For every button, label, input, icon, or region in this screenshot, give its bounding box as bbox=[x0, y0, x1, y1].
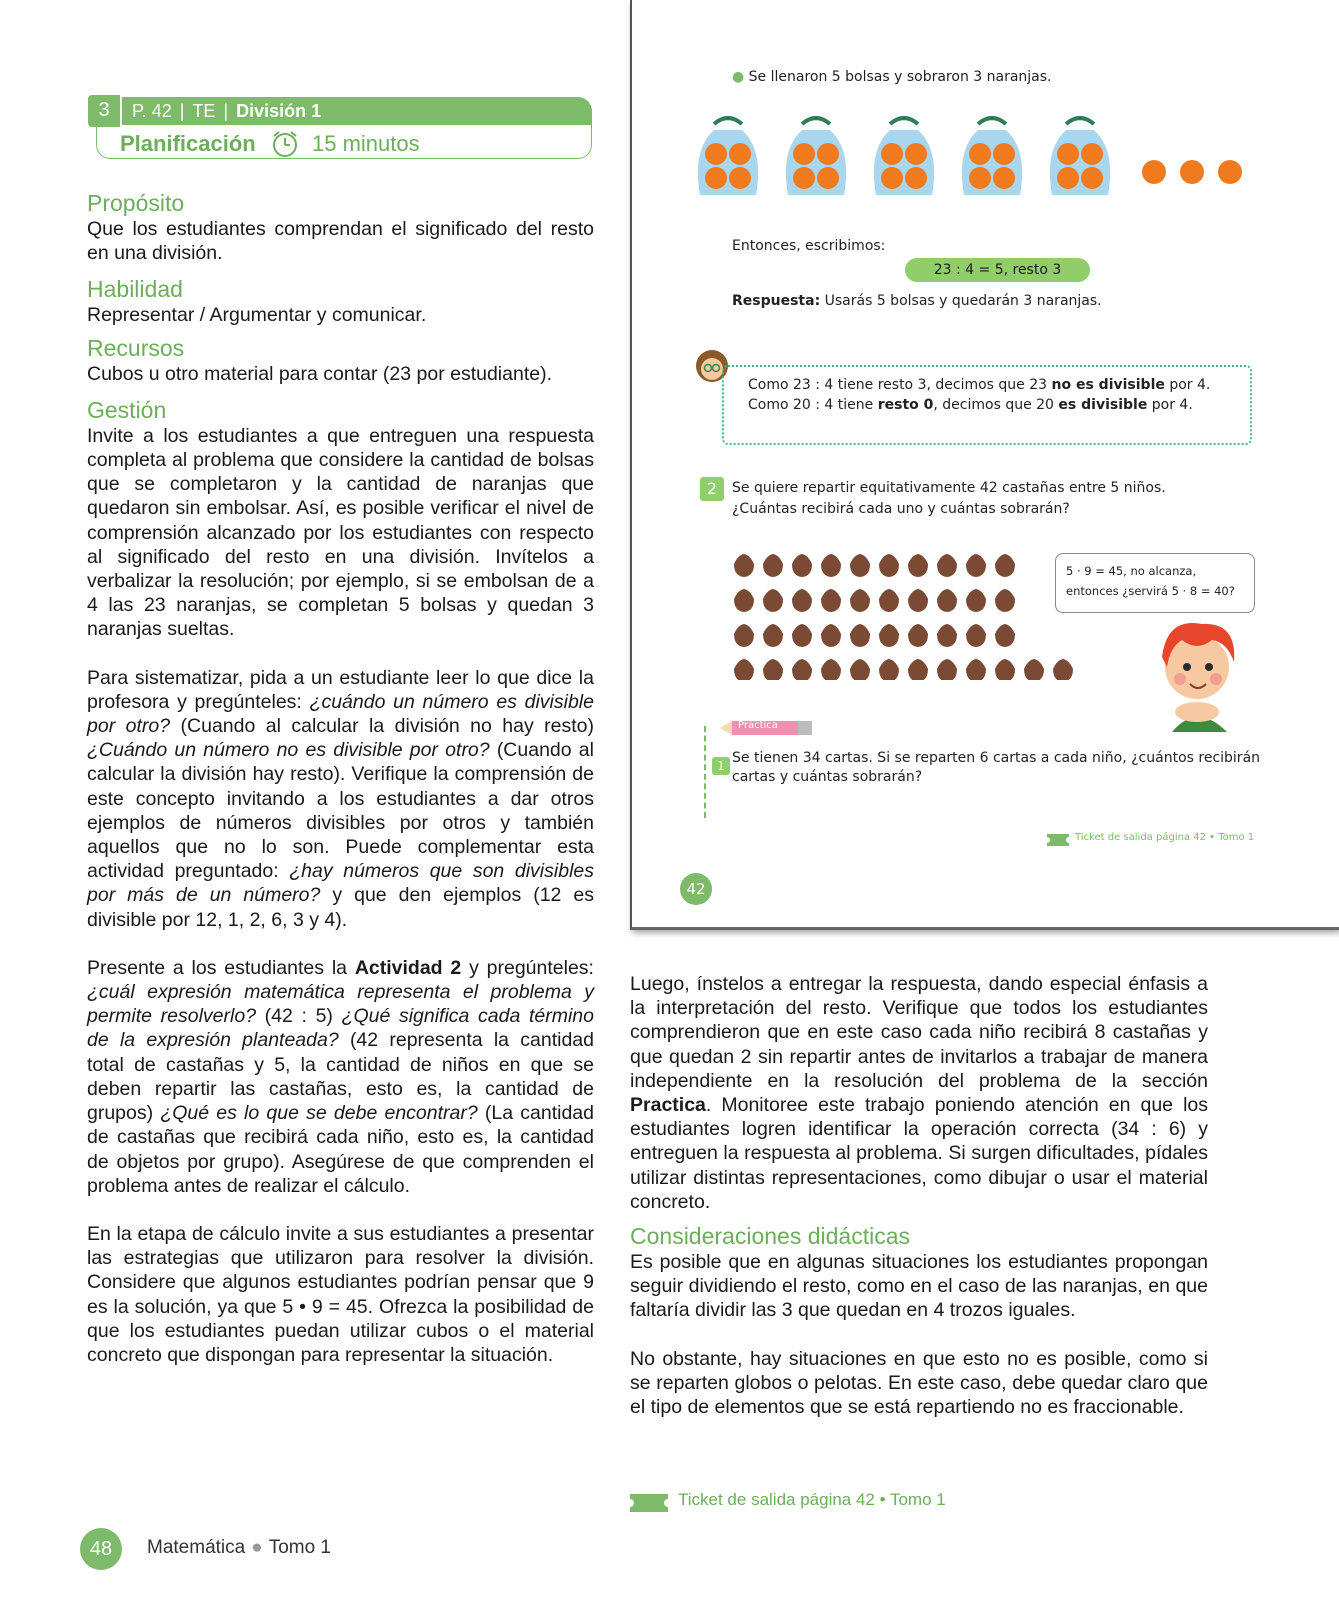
loose-orange bbox=[1180, 160, 1204, 184]
orange-bags-illustration bbox=[692, 110, 1272, 210]
gestion-paragraph-2: Para sistematizar, pida a un estudiante leer lo que dice la profesora y pregúnteles: ¿cuándo un número es divisible por otro? (Cuando al calcular la división no hay resto) ¿Cuándo un número no es divisible por otro? (Cuando al calcular la división hay resto). Verifique la comprensión de este concepto invitando a los estudiantes a dar otros ejemplos de números divisibles por otros y también aquellos que no lo son. Puede complementar esta actividad preguntado: ¿hay números que son divisibles por más de un número? y que den ejemplos (12 es divisible por 12, 1, 2, 6, 3 y 4). bbox=[87, 666, 594, 931]
chestnut bbox=[734, 659, 754, 680]
chestnut bbox=[966, 624, 986, 647]
note-line-1: Como 23 : 4 tiene resto 3, decimos que 23 no es divisible por 4. bbox=[748, 377, 1211, 393]
bag-tie bbox=[802, 118, 830, 124]
chestnut bbox=[763, 554, 783, 577]
orange bbox=[1057, 143, 1079, 165]
chestnut bbox=[763, 589, 783, 612]
bag bbox=[786, 130, 846, 195]
bag-tie bbox=[890, 118, 918, 124]
duration-label: 15 minutos bbox=[312, 131, 420, 156]
chestnut bbox=[995, 659, 1015, 680]
lesson-bar: P. 42 | TE | División 1 bbox=[122, 97, 592, 125]
orange bbox=[1081, 143, 1103, 165]
exit-ticket-text: Ticket de salida página 42 • Tomo 1 bbox=[678, 1490, 946, 1509]
chestnut bbox=[966, 589, 986, 612]
bubble-line-2: entonces ¿servirá 5 · 8 = 40? bbox=[1066, 584, 1235, 598]
habilidad-text: Representar / Argumentar y comunicar. bbox=[87, 304, 427, 327]
right-paragraph-1: Luego, ínstelos a entregar la respuesta, dando especial énfasis a la interpretación del resto. Verifique que todos los estudiantes comprendieron que en este caso cada niño recibirá 8 castañas y que quedan 2 sin repartir antes de invitarlos a trabajar de manera independiente en la resolución del problema de la sección Practica. Monitoree este trabajo poniendo atención en que los estudiantes logren identificar la operación correcta (34 : 6) y entreguen la respuesta al problema. Si surgen dificultades, pídales utilizar distintas representaciones, como dibujar o usar el material concreto. bbox=[630, 973, 1208, 1213]
practice-1-badge: 1 bbox=[712, 757, 730, 775]
heading-proposito: Propósito bbox=[87, 190, 185, 216]
orange bbox=[881, 143, 903, 165]
chestnut bbox=[821, 589, 841, 612]
te-label: TE bbox=[192, 101, 216, 121]
loose-orange bbox=[1218, 160, 1242, 184]
lesson-title: División 1 bbox=[236, 101, 322, 121]
bubble-line-1: 5 · 9 = 45, no alcanza, bbox=[1066, 564, 1197, 578]
consideraciones-paragraph-2: No obstante, hay situaciones en que esto no es posible, como si se reparten globos o pelotas. En este caso, debe quedar claro que el tipo de elementos que se está repartiendo no es fraccionable. bbox=[630, 1347, 1208, 1419]
right-column bbox=[630, 972, 1208, 1419]
chestnut bbox=[821, 659, 841, 680]
section-number: 3 bbox=[88, 95, 120, 127]
boy-illustration bbox=[1142, 612, 1252, 742]
equation-pill: 23 : 4 = 5, resto 3 bbox=[905, 258, 1090, 282]
chestnut bbox=[734, 624, 754, 647]
practica-label: Practica bbox=[738, 720, 778, 731]
chestnut bbox=[734, 554, 754, 577]
respuesta-line: Respuesta: Usarás 5 bolsas y quedarán 3 naranjas. bbox=[732, 293, 1102, 309]
practice-1-line-1: Se tienen 34 cartas. Si se reparten 6 cartas a cada niño, ¿cuántos recibirán bbox=[732, 750, 1261, 766]
chestnut bbox=[1024, 659, 1044, 680]
chestnut bbox=[763, 659, 783, 680]
orange bbox=[993, 143, 1015, 165]
footer-page-number: 48 bbox=[80, 1528, 122, 1570]
bag-tie bbox=[978, 118, 1006, 124]
orange bbox=[793, 143, 815, 165]
orange bbox=[817, 143, 839, 165]
chestnut bbox=[879, 659, 899, 680]
orange bbox=[793, 167, 815, 189]
chestnut bbox=[937, 659, 957, 680]
page-ref: P. 42 bbox=[132, 101, 172, 121]
heading-habilidad: Habilidad bbox=[87, 276, 183, 303]
chestnut bbox=[879, 554, 899, 577]
book-page-number: 42 bbox=[680, 873, 712, 905]
speech-bubble bbox=[1055, 553, 1255, 613]
heading-consideraciones: Consideraciones didácticas bbox=[630, 1223, 910, 1250]
chestnut bbox=[995, 554, 1015, 577]
gestion-paragraph-1: Invite a los estudiantes a que entreguen una respuesta completa al problema que considere la cantidad de bolsas que se completaron y la cantidad de naranjas que quedaron sin embolsar. Así, es posible verificar el nivel de comprensión alcanzado por los estudiantes con respecto al significado del resto en una división. Invítelos a verbalizar la resolución; por ejemplo, si se embolsan de a 4 las 23 naranjas, se completan 5 bolsas y quedan 3 naranjas sueltas. bbox=[87, 424, 594, 641]
chestnut bbox=[850, 659, 870, 680]
chestnut bbox=[850, 624, 870, 647]
orange bbox=[905, 167, 927, 189]
practice-1-line-2: cartas y cuántas sobrarán? bbox=[732, 769, 923, 785]
chestnuts-illustration bbox=[732, 550, 1082, 680]
proposito-text: Que los estudiantes comprendan el significado del resto en una división. bbox=[87, 218, 594, 265]
chestnut bbox=[821, 624, 841, 647]
chestnut bbox=[792, 554, 812, 577]
chestnut bbox=[937, 589, 957, 612]
chestnut bbox=[995, 624, 1015, 647]
ticket-icon bbox=[630, 1494, 668, 1512]
consideraciones-paragraph-1: Es posible que en algunas situaciones los estudiantes propongan seguir dividiendo el resto, como en el caso de las naranjas, en que faltaría dividir las 3 que quedan en 4 trozos iguales. bbox=[630, 1251, 1208, 1322]
orange bbox=[729, 167, 751, 189]
orange bbox=[1057, 167, 1079, 189]
orange bbox=[1081, 167, 1103, 189]
chestnut bbox=[966, 554, 986, 577]
loose-orange bbox=[1142, 160, 1166, 184]
orange bbox=[993, 167, 1015, 189]
chestnut bbox=[908, 659, 928, 680]
chestnut bbox=[879, 589, 899, 612]
practica-rule bbox=[704, 726, 708, 818]
bag bbox=[962, 130, 1022, 195]
chestnut bbox=[821, 554, 841, 577]
heading-gestion: Gestión bbox=[87, 396, 167, 423]
bag bbox=[698, 130, 758, 195]
footer-text: Matemática ● Tomo 1 bbox=[147, 1537, 331, 1558]
activity-2-line-2: ¿Cuántas recibirá cada uno y cuántas sobrarán? bbox=[732, 501, 1070, 517]
chestnut bbox=[937, 554, 957, 577]
orange bbox=[969, 167, 991, 189]
bag bbox=[874, 130, 934, 195]
planning-label: Planificación bbox=[120, 131, 256, 156]
chestnut bbox=[850, 589, 870, 612]
activity-2-badge: 2 bbox=[700, 477, 724, 501]
bullet-text: ● Se llenaron 5 bolsas y sobraron 3 naranjas. bbox=[732, 69, 1052, 85]
heading-recursos: Recursos bbox=[87, 334, 185, 361]
chestnut bbox=[792, 659, 812, 680]
note-line-2: Como 20 : 4 tiene resto 0, decimos que 20 es divisible por 4. bbox=[748, 397, 1193, 413]
textbook-page bbox=[630, 0, 1339, 930]
entonces-label: Entonces, escribimos: bbox=[732, 238, 886, 254]
chestnut bbox=[995, 589, 1015, 612]
divisibility-note bbox=[722, 365, 1252, 445]
orange bbox=[817, 167, 839, 189]
bag bbox=[1050, 130, 1110, 195]
left-column bbox=[87, 189, 594, 1367]
chestnut bbox=[908, 554, 928, 577]
chestnut bbox=[734, 589, 754, 612]
chestnut bbox=[763, 624, 783, 647]
chestnut bbox=[850, 554, 870, 577]
orange bbox=[881, 167, 903, 189]
planning-header bbox=[88, 95, 594, 161]
orange bbox=[705, 167, 727, 189]
recursos-text: Cubos u otro material para contar (23 por estudiante). bbox=[87, 362, 553, 385]
orange bbox=[969, 143, 991, 165]
chestnut bbox=[908, 589, 928, 612]
orange bbox=[729, 143, 751, 165]
orange bbox=[905, 143, 927, 165]
activity-2-line-1: Se quiere repartir equitativamente 42 castañas entre 5 niños. bbox=[732, 480, 1166, 496]
chestnut bbox=[1053, 659, 1073, 680]
chestnut bbox=[792, 589, 812, 612]
orange bbox=[705, 143, 727, 165]
book-ticket-text: Ticket de salida página 42 • Tomo 1 bbox=[1075, 832, 1255, 843]
clock-icon bbox=[270, 129, 300, 159]
gestion-paragraph-3: Presente a los estudiantes la Actividad 2 y pregúnteles: ¿cuál expresión matemática representa el problema y permite resolverlo? (42 : 5) ¿Qué significa cada término de la expresión planteada? (42 representa la cantidad total de castañas y 5, la cantidad de niños en que se deben repartir las castañas, esto es, la cantidad de grupos) ¿Qué es lo que se debe encontrar? (La cantidad de castañas que recibirá cada niño, esto es, la cantidad de objetos por grupo). Asegúrese de que comprenden el problema antes de realizar el cálculo. bbox=[87, 956, 594, 1197]
chestnut bbox=[908, 624, 928, 647]
chestnut bbox=[792, 624, 812, 647]
chestnut bbox=[937, 624, 957, 647]
ticket-icon bbox=[1047, 834, 1069, 846]
chestnut bbox=[966, 659, 986, 680]
gestion-paragraph-4: En la etapa de cálculo invite a sus estudiantes a presentar las estrategias que utilizaron para resolver la división. Considere que algunos estudiantes podrían pensar que 9 es la solución, ya que 5 • 9 = 45. Ofrezca la posibilidad de que los estudiantes puedan utilizar cubos o el material concreto que dispongan para representar la situación. bbox=[87, 1222, 594, 1366]
chestnut bbox=[879, 624, 899, 647]
bag-tie bbox=[714, 118, 742, 124]
bag-tie bbox=[1066, 118, 1094, 124]
